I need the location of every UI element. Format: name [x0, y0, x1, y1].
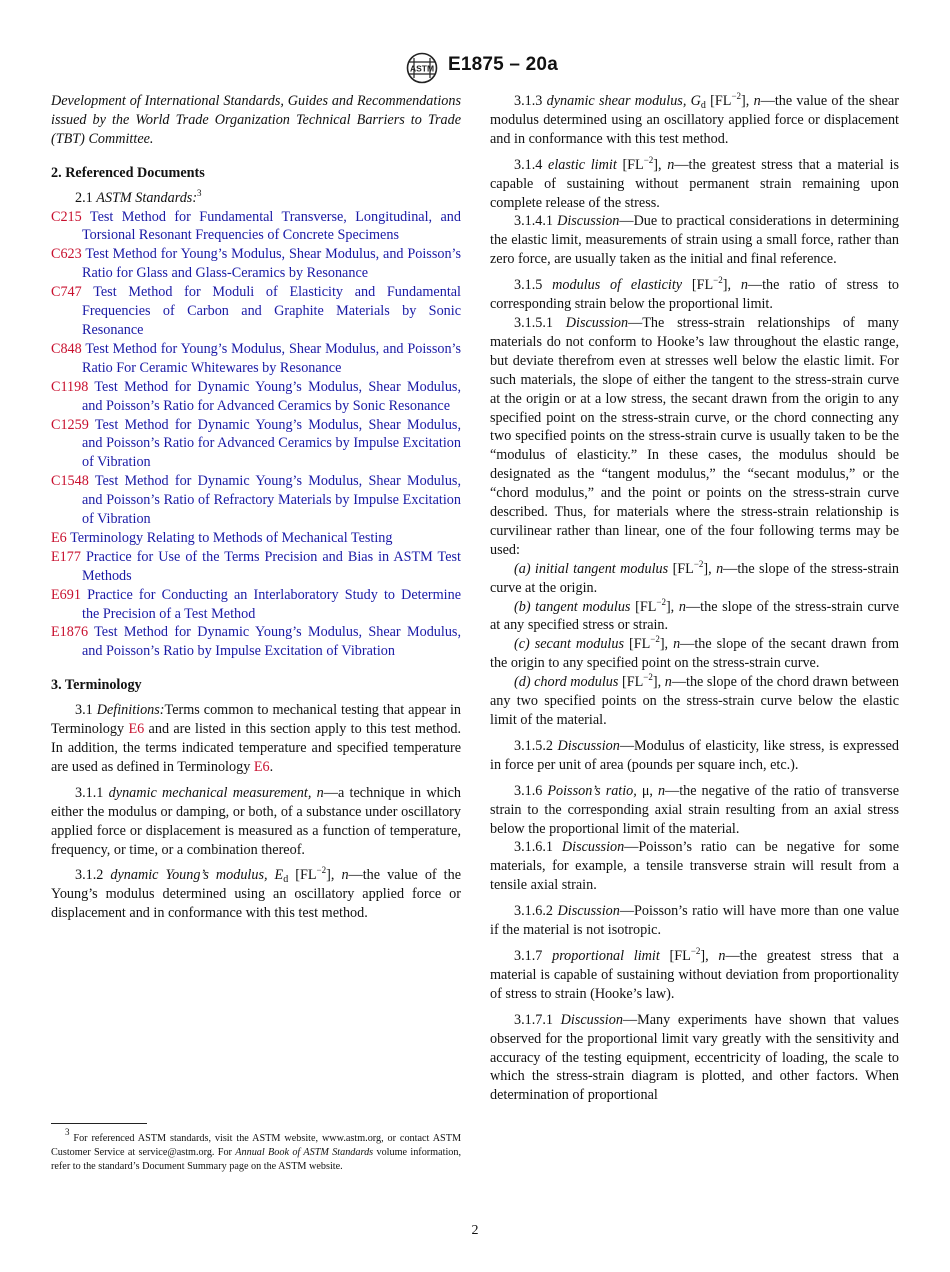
intro-paragraph: Development of International Standards, Guides and Recommendations issued by the World Trade Organization Technical Barriers to Trade (TBT) Committee. [51, 93, 461, 147]
left-column [51, 92, 461, 923]
reference-item[interactable]: E177 Practice for Use of the Terms Precision and Bias in ASTM Test Methods [51, 548, 461, 584]
para-item-a: (a) initial tangent modulus $[FL^{-2}]$, n—the slope of the stress-strain curve at the origin. [490, 558, 900, 596]
para-3-1-4-1: 3.1.4.1 Discussion—Due to practical considerations in determining the elastic limit, measurements of strain using a small force, rather than zero force, are usually taken as the initial and final reference. [490, 213, 899, 268]
page-header [0, 48, 950, 88]
reference-item[interactable]: C623 Test Method for Young’s Modulus, Shear Modulus, and Poisson’s Ratio for Glass and Glass-Ceramics by Resonance [51, 246, 461, 282]
para-3-1-1: 3.1.1 dynamic mechanical measurement, n—a technique in which either the modulus or damping, or both, of a substance under oscillatory applied force or displacement is measured as a function of temperature, frequency, or time, or a combination thereof. [51, 784, 462, 858]
para-3-1-4: 3.1.4 elastic limit $[FL^{-2}]$, n—the greatest stress that a material is capable of sustaining without permanent strain remaining upon complete release of the stress. [490, 154, 900, 211]
reference-item[interactable]: C215 Test Method for Fundamental Transverse, Longitudinal, and Torsional Resonant Frequencies of Concrete Specimens [51, 208, 461, 244]
para-3-1-6-2: 3.1.6.2 Discussion—Poisson’s ratio will have more than one value if the material is not isotropic. [490, 903, 899, 939]
footnote-rule [51, 1123, 147, 1124]
para-3-1-6-1: 3.1.6.1 Discussion—Poisson’s ratio can be negative for some materials, for example, a tensile transverse strain will result from a tensile axial strain. [490, 839, 900, 894]
svg-text:ASTM: ASTM [409, 63, 435, 74]
para-3-1-2: 3.1.2 dynamic Young’s modulus, $E_d$ $[FL^{-2}]$, n—the value of the Young’s modulus determined using an oscillatory applied force or displacement and in conformance with this test method. [51, 865, 462, 922]
reference-item[interactable]: C1198 Test Method for Dynamic Young’s Modulus, Shear Modulus, and Poisson’s Ratio for Advanced Ceramics by Sonic Resonance [51, 378, 461, 414]
footnote-3: $^3$ For referenced ASTM standards, visit the ASTM website, www.astm.org, or contact ASTM Customer Service at service@astm.org. For Annual Book of ASTM Standards volume information, refer to the standard’s Document Summary page on the ASTM website. [51, 1127, 462, 1172]
para-3-1-7-1: 3.1.7.1 Discussion—Many experiments have shown that values observed for the proportional limit vary greatly with the sensitivity and accuracy of the testing equipment, eccentricity of loading, the scale to which the stress-strain diagram is plotted, and other factors. When determination of proportional [490, 1011, 899, 1104]
link-e6[interactable]: E6 [128, 721, 145, 738]
para-item-c: (c) secant modulus $[FL^{-2}]$, n—the slope of the secant drawn from the origin to any specified point on the stress-strain curve. [490, 634, 900, 672]
para-3-1-5: 3.1.5 modulus of elasticity $[FL^{-2}]$, n—the ratio of stress to corresponding strain below the proportional limit. [490, 275, 899, 313]
reference-item[interactable]: C848 Test Method for Young’s Modulus, Shear Modulus, and Poisson’s Ratio For Ceramic Whitewares by Resonance [51, 340, 461, 376]
para-item-d: (d) chord modulus $[FL^{-2}]$, n—the slope of the chord drawn between any two specified points on the stress-strain curve below the elastic limit of the material. [490, 672, 899, 728]
link-e6[interactable]: E6 [253, 758, 270, 775]
section-2-heading: 2. Referenced Documents [51, 164, 205, 181]
reference-item[interactable]: C747 Test Method for Moduli of Elasticity and Fundamental Frequencies of Carbon and Graphite Materials by Sonic Resonance [51, 284, 461, 338]
reference-item[interactable]: C1259 Test Method for Dynamic Young’s Modulus, Shear Modulus, and Poisson’s Ratio for Advanced Ceramics by Impulse Excitation of Vibration [51, 416, 461, 471]
para-3-1-5-2: 3.1.5.2 Discussion—Modulus of elasticity, like stress, is expressed in force per unit of area (pounds per square inch, etc.). [490, 737, 899, 773]
page-number: 2 [471, 1223, 479, 1238]
para-3-1-6: 3.1.6 Poisson’s ratio, μ, n—the negative of the ratio of transverse strain to the corresponding axial strain resulting from an axial stress below the proportional limit of the material. [490, 782, 899, 837]
reference-item[interactable]: E691 Practice for Conducting an Interlaboratory Study to Determine the Precision of a Test Method [51, 586, 461, 622]
reference-list [51, 208, 461, 662]
para-2-1: 2.1 ASTM Standards:$^3$ [75, 187, 202, 206]
reference-item[interactable]: C1548 Test Method for Dynamic Young’s Modulus, Shear Modulus, and Poisson’s Ratio of Refractory Materials by Impulse Excitation of Vibration [51, 473, 461, 528]
para-3-1-5-1: 3.1.5.1 Discussion—The stress-strain relationships of many materials do not conform to Hooke’s law throughout the elastic range, but deviate therefrom even at stresses well below the elastic limit. For such materials, the slope of either the tangent to the stress-strain curve at the origin or at a low stress, the secant drawn from the origin to any specified point on the stress-strain curve, or the chord connecting any two specified points on the stress-strain curve is usually taken to be the “modulus of elasticity.” In these cases, the modulus should be designated as the “tangent modulus,” the “secant modulus,” or the “chord modulus,” and the point or points on the stress-strain curve described. Thus, for materials where the stress-strain relationship is curvilinear rather than linear, one of the four following terms may be used: [490, 314, 900, 558]
astm-logo-icon [403, 52, 441, 84]
para-3-1-3: 3.1.3 dynamic shear modulus, $G_d$ $[FL^{-2}]$, n—the value of the shear modulus determined using an oscillatory applied force or displacement and in conformance with this test method. [490, 91, 900, 147]
reference-item[interactable]: E6 Terminology Relating to Methods of Mechanical Testing [51, 529, 393, 546]
para-item-b: (b) tangent modulus $[FL^{-2}]$, n—the slope of the stress-strain curve at any specified stress or strain. [490, 596, 900, 634]
para-3-1-7: 3.1.7 proportional limit $[FL^{-2}]$, n—the greatest stress that a material is capable of sustaining without deviation from proportionality of stress to strain (Hooke’s law). [490, 945, 900, 1002]
para-3-1: 3.1 Definitions:Terms common to mechanical testing that appear in Terminology E6 and are listed in this section apply to this test method. In addition, the terms indicated temperature and specified temperature are used as defined in Terminology E6. [51, 702, 462, 775]
standard-designation: E1875 – 20a [448, 54, 558, 75]
right-column [490, 92, 899, 1105]
section-3-heading: 3. Terminology [51, 677, 142, 694]
reference-item[interactable]: E1876 Test Method for Dynamic Young’s Modulus, Shear Modulus, and Poisson’s Ratio by Impulse Excitation of Vibration [51, 624, 461, 660]
